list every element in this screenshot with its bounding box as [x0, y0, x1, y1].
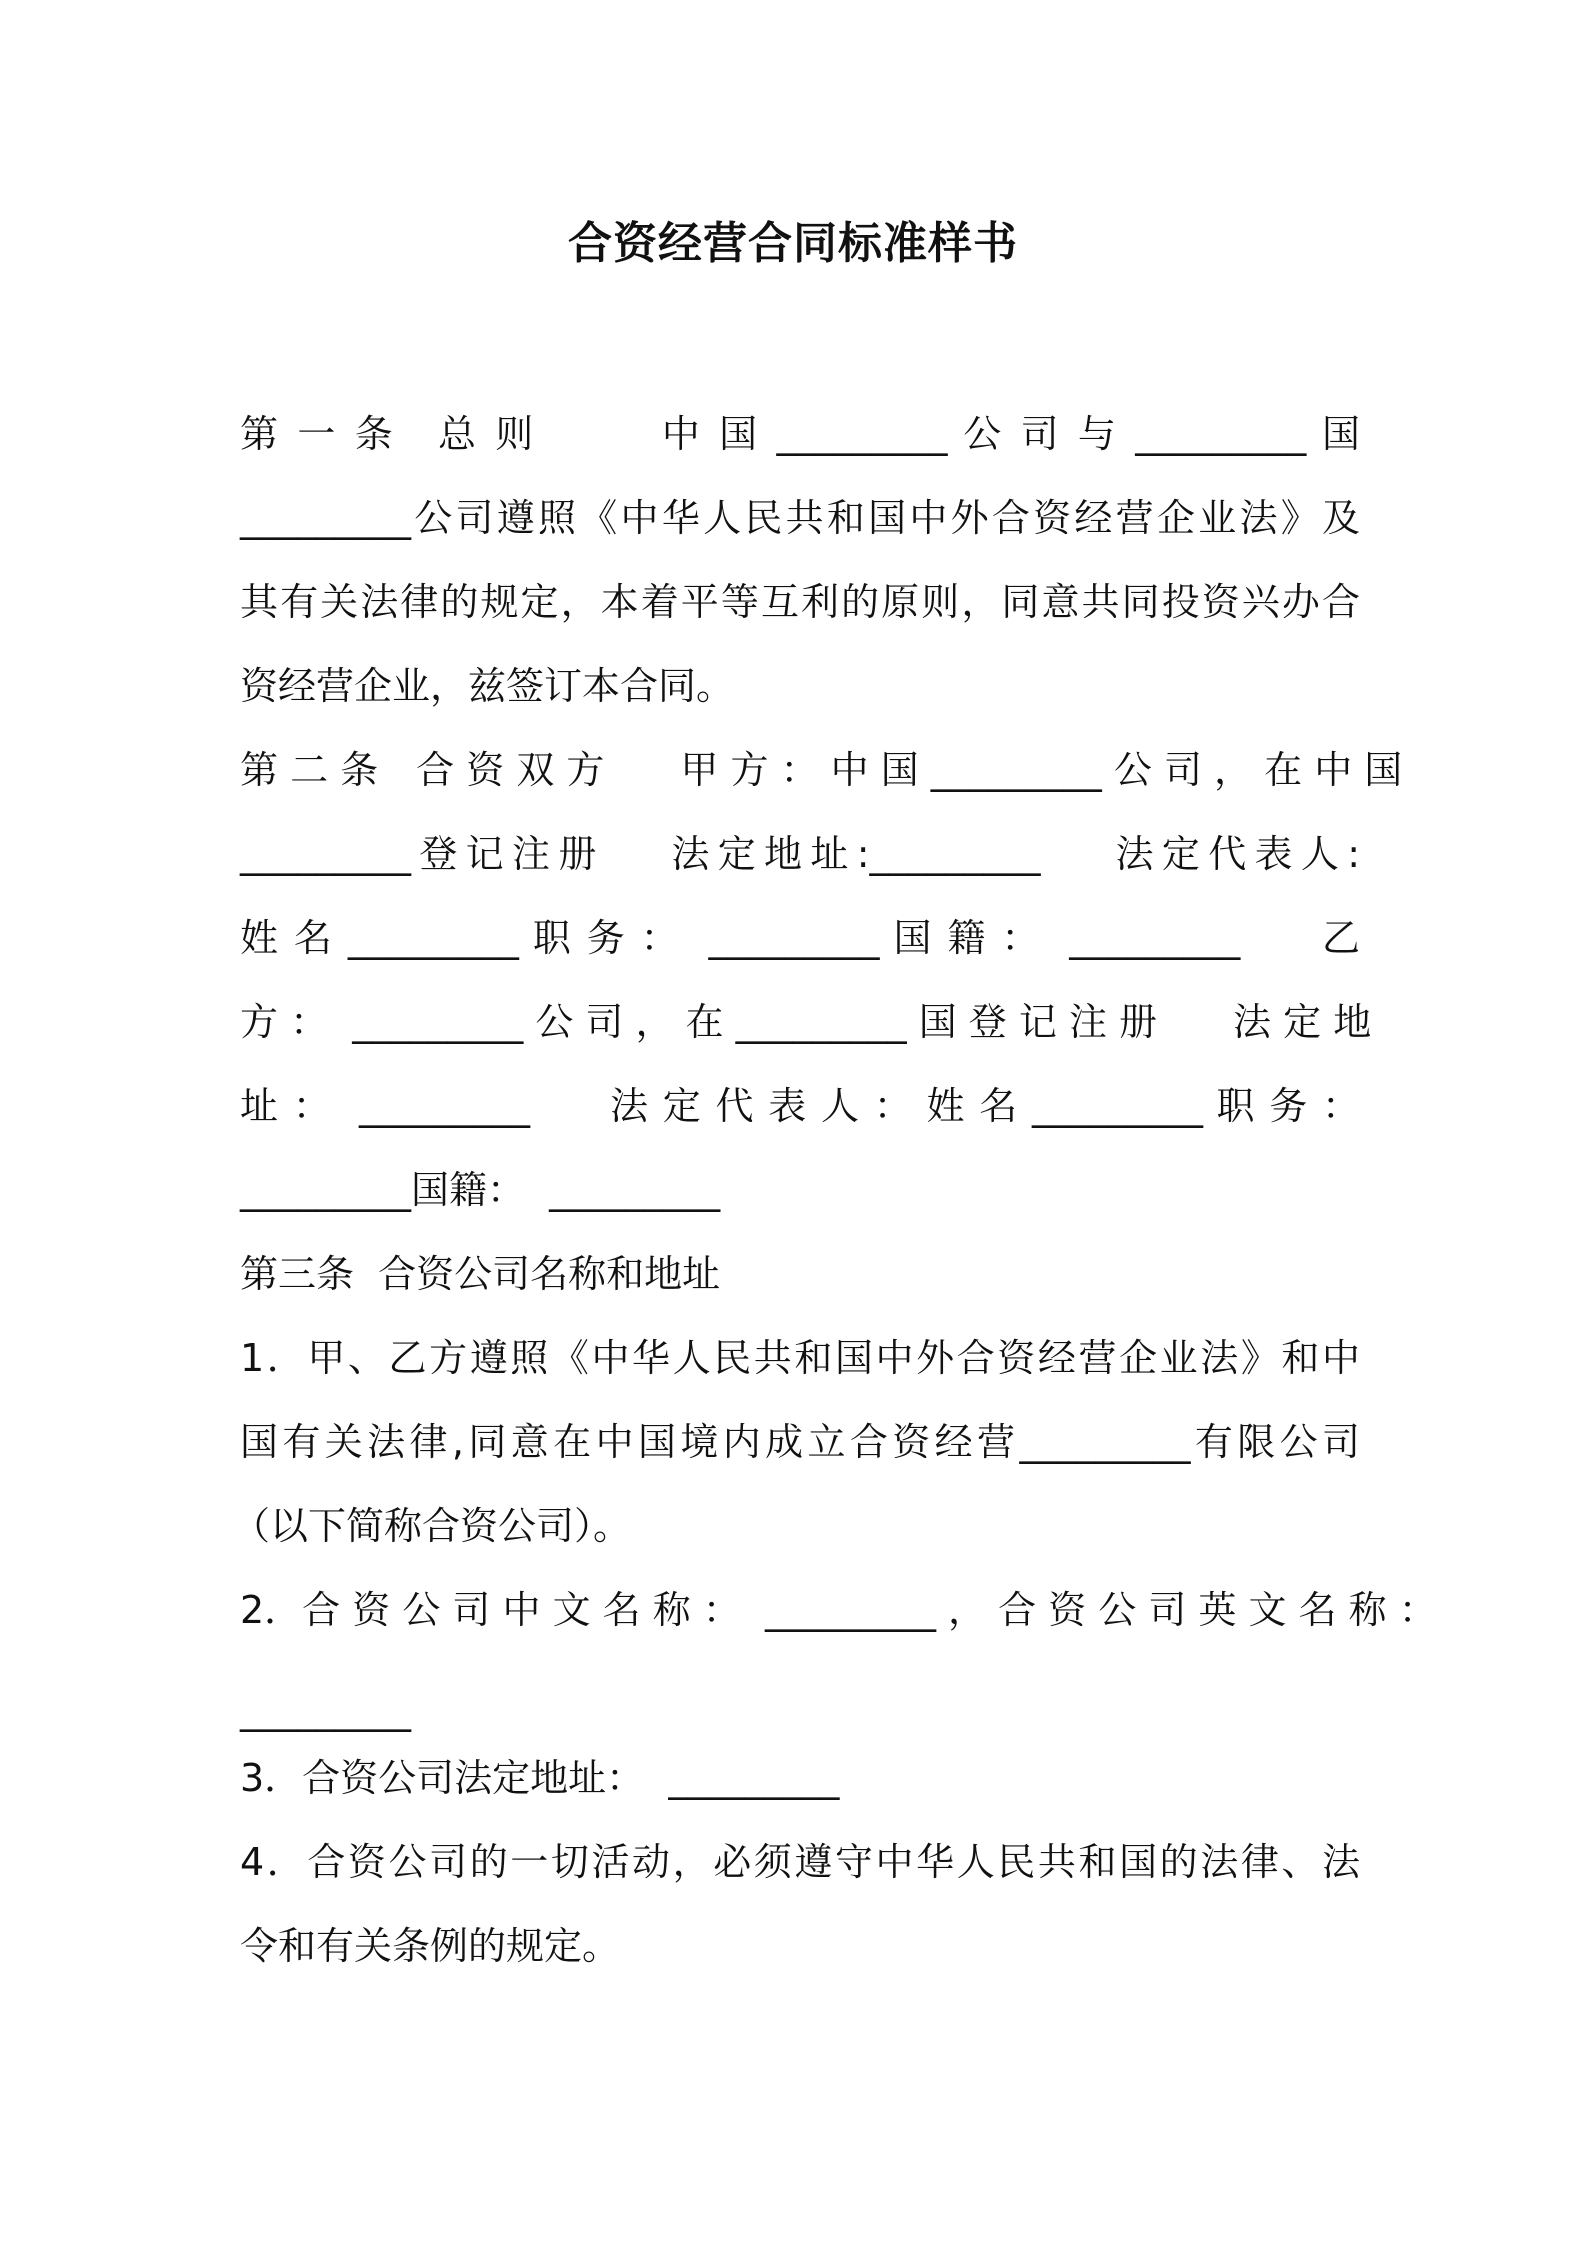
text-line: 2．合 资 公 司 中 文 名 称 ： _________ ， 合 资 公 司 英 文 名 称 ：	[240, 1588, 1437, 1632]
text-line: 第 一 条 总 则 中 国 _________ 公 司 与 _________ 国	[240, 412, 1360, 456]
document-title: 合资经营合同标准样书	[568, 218, 1018, 269]
text-line: 资经营企业，兹签订本合同。	[240, 664, 735, 708]
text-line: 4．合资公司的一切活动，必须遵守中华人民共和国的法律、法	[240, 1840, 1360, 1884]
text-line: 其有关法律的规定，本着平等互利的原则，同意共同投资兴办合	[240, 580, 1360, 624]
text-line: 第 二 条 合 资 双 方 甲 方 ： 中 国 _________ 公 司 ， 在 中 国	[240, 748, 1403, 792]
text-line: 3．合资公司法定地址： _________	[240, 1756, 840, 1800]
text-line: 址 ： _________ 法 定 代 表 人 ： 姓 名 _________ 职 务 ：	[240, 1084, 1360, 1128]
text-line: 1．甲、乙方遵照《中华人民共和国中外合资经营企业法》和中	[240, 1336, 1360, 1380]
text-line: _________公司遵照《中华人民共和国中外合资经营企业法》及	[240, 496, 1360, 540]
text-line: _________登记注册 法定地址:_________ 法定代表人:	[240, 832, 1360, 876]
text-line: 国有关法律,同意在中国境内成立合资经营_________有限公司	[240, 1420, 1360, 1464]
text-line: （以下简称合资公司）。	[232, 1504, 632, 1548]
text-line: 令和有关条例的规定。	[240, 1924, 621, 1968]
text-line: 姓 名 _________ 职 务 ： _________ 国 籍 ： _________ 乙	[240, 916, 1360, 960]
text-line: _________国籍： _________	[240, 1168, 721, 1212]
section-heading: 第三条 合资公司名称和地址	[240, 1252, 721, 1296]
text-line: 方 ： _________ 公 司 ， 在 _________ 国 登 记 注 册 法 定 地	[240, 1000, 1372, 1044]
text-line: _________	[240, 1688, 411, 1732]
